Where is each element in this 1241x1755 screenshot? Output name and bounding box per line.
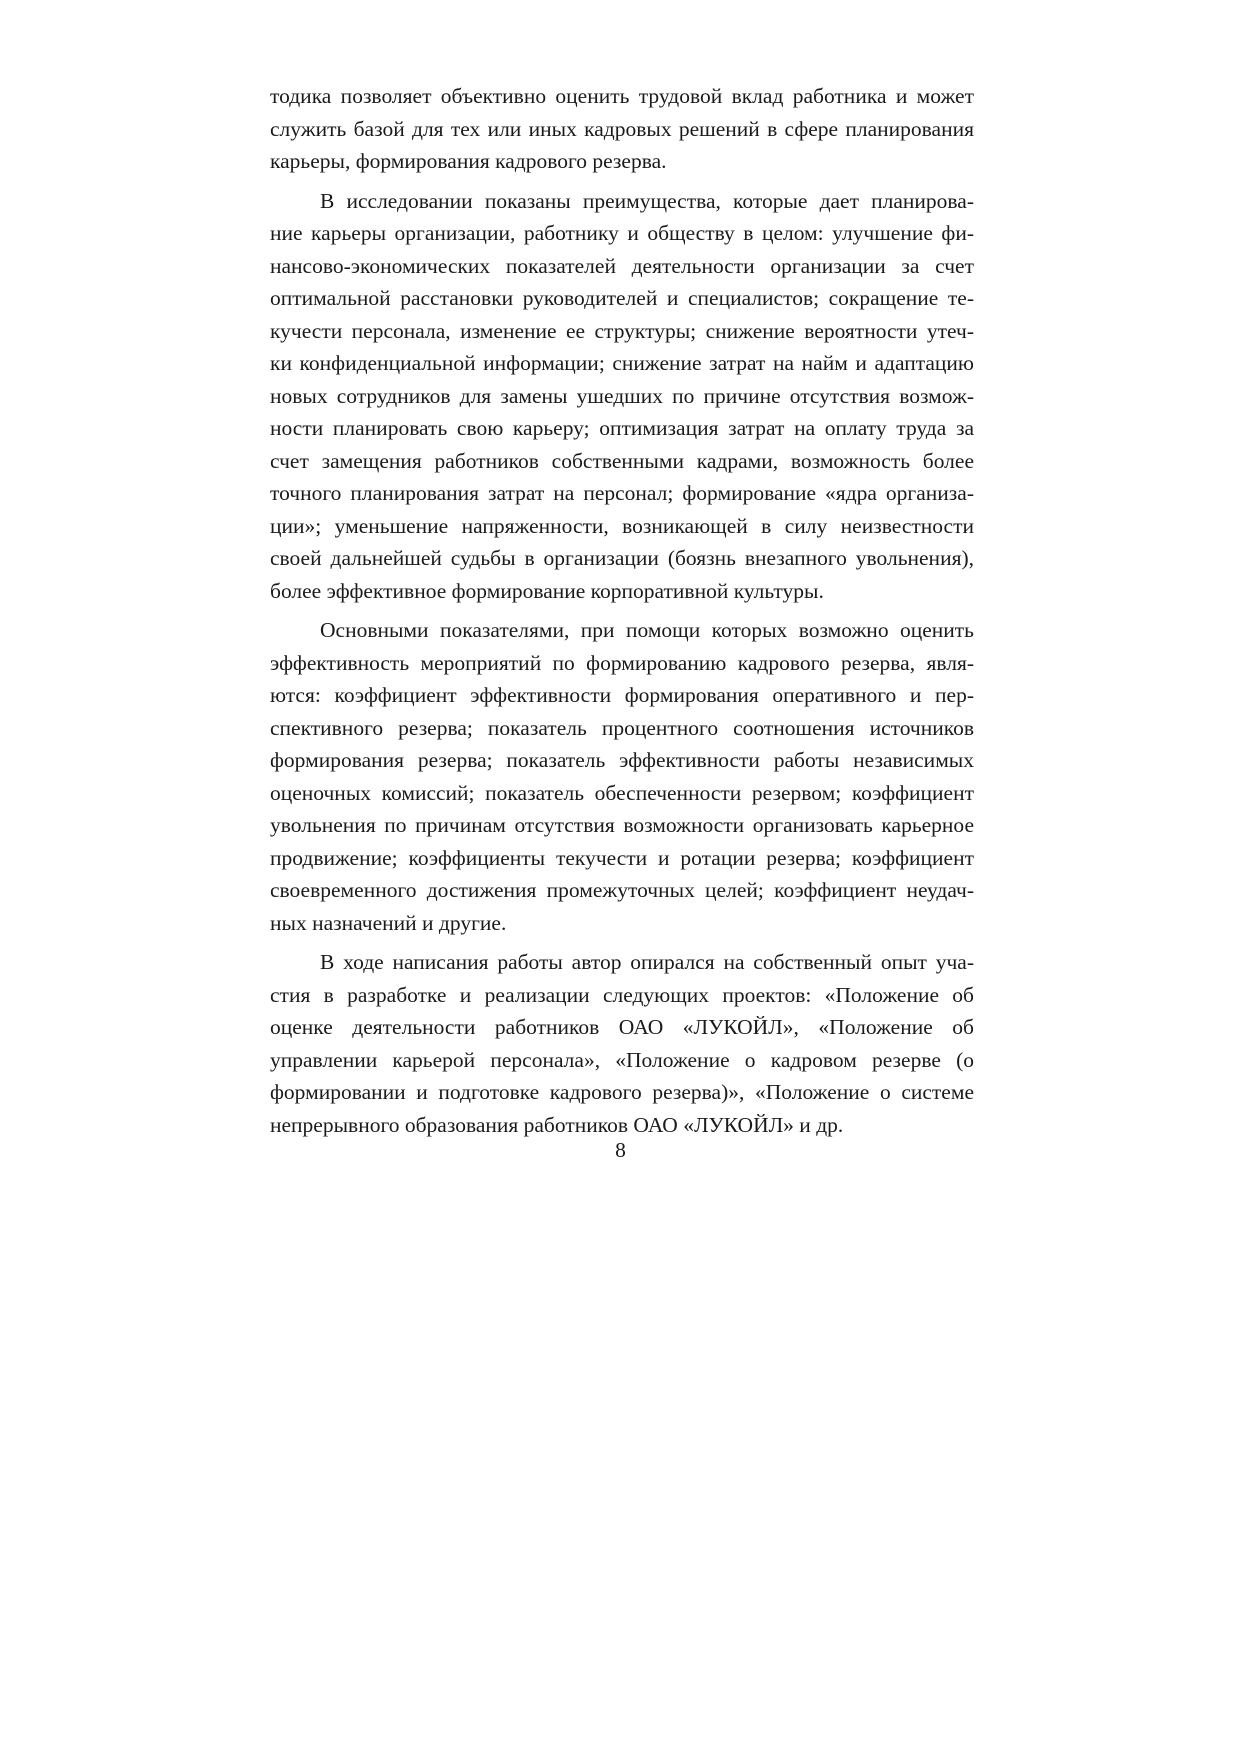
text-line: управлении карьерой персонала», «Положение о кадровом резерве (о [270,1047,974,1072]
text-line: увольнения по причинам отсутствия возможности организовать карьерное [270,813,974,837]
text-line: ных назначений и другие. [270,910,507,935]
text-line: непрерывного образования работников ОАО «ЛУКОЙЛ» и др. [270,1112,844,1137]
text-line: новых сотрудников для замены ушедших по причине отсутствия возмож- [270,383,974,408]
text-line: точного планирования затрат на персонал; формирование «ядра организа- [270,481,974,505]
text-line: ции»; уменьшение напряженности, возникающей в силу неизвестности [270,513,974,538]
text-line: своей дальнейшей судьбы в организации (боязнь внезапного увольнения), [270,546,974,570]
text-line: ности планировать свою карьеру; оптимизация затрат на оплату труда за [270,416,974,440]
text-line: В ходе написания работы автор опирался на собственный опыт уча- [320,950,974,974]
paragraph [270,614,974,939]
text-line: ние карьеры организации, работнику и обществу в целом: улучшение фи- [270,221,974,245]
text-line: кучести персонала, изменение ее структуры; снижение вероятности утеч- [270,318,974,343]
text-line: карьеры, формирования кадрового резерва. [270,149,667,173]
paragraph [270,946,974,1141]
text-line: своевременного достижения промежуточных целей; коэффициент неудач- [270,878,974,902]
text-line: нансово-экономических показателей деятельности организации за счет [270,253,974,278]
paragraph [270,80,974,178]
text-line: ются: коэффициент эффективности формирования оперативного и пер- [270,683,974,707]
text-line: эффективность мероприятий по формированию кадрового резерва, явля- [270,650,974,675]
body-text [270,80,974,1148]
text-line: счет замещения работников собственными кадрами, возможность более [270,448,974,473]
text-line: служить базой для тех или иных кадровых решений в сфере планирования [270,116,974,141]
text-line: стия в разработке и реализации следующих проектов: «Положение об [270,982,974,1007]
text-line: продвижение; коэффициенты текучести и ротации резерва; коэффициент [270,845,974,870]
text-line: формирования резерва; показатель эффективности работы независимых [270,748,974,772]
text-line: оптимальной расстановки руководителей и специалистов; сокращение те- [270,286,974,310]
text-line: оценке деятельности работников ОАО «ЛУКОЙЛ», «Положение об [270,1015,974,1039]
text-line: формировании и подготовке кадрового резерва)», «Положение о системе [270,1080,974,1104]
text-line: ки конфиденциальной информации; снижение затрат на найм и адаптацию [270,351,974,375]
text-line: Основными показателями, при помощи которых возможно оценить [320,618,974,642]
paragraph [270,185,974,608]
text-line: В исследовании показаны преимущества, которые дает планирова- [320,188,974,213]
page-number: 8 [615,1138,626,1162]
text-line: более эффективное формирование корпоративной культуры. [270,578,824,603]
text-line: тодика позволяет объективно оценить трудовой вклад работника и может [270,84,974,108]
text-line: спективного резерва; показатель процентного соотношения источников [270,715,974,740]
text-line: оценочных комиссий; показатель обеспеченности резервом; коэффициент [270,780,974,805]
